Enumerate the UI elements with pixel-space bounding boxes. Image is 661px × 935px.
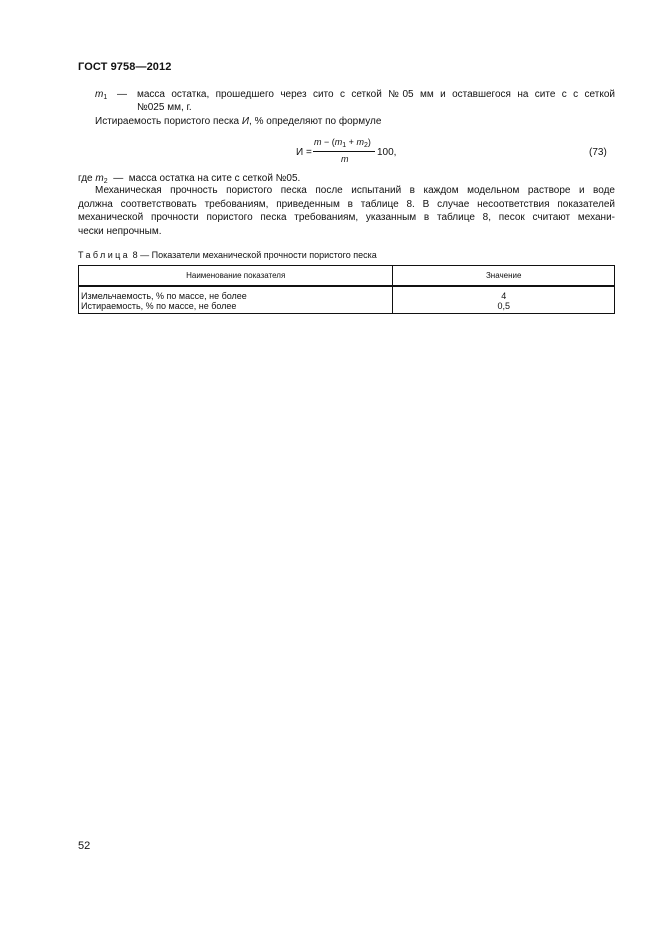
table-row xyxy=(79,286,615,314)
table-8 xyxy=(78,265,615,314)
definition-dash: — xyxy=(117,89,127,100)
column-header-name: Наименование показателя xyxy=(79,266,393,287)
formula-intro: Истираемость пористого песка И, % определяют по формуле xyxy=(95,116,382,127)
formula-73 xyxy=(296,137,416,167)
paragraph-line: должна соответствовать требованиям, приведенным в таблице 8. В случае несоответствия показателей xyxy=(78,198,615,210)
indicator-name: Истираемость, % по массе, не более xyxy=(81,301,237,311)
symbol-m1: $m_1$ xyxy=(95,89,108,101)
table-header-row xyxy=(79,266,615,287)
formula-lhs: И = xyxy=(296,147,312,158)
indicator-values-cell xyxy=(393,286,615,314)
paragraph-mechanical-strength xyxy=(78,184,615,238)
definition-m2: где $m_2$ — масса остатка на сите с сеткой №05. xyxy=(78,173,301,185)
column-header-value: Значение xyxy=(393,266,615,287)
equation-number: (73) xyxy=(589,147,607,158)
definition-m1-text-line2: №025 мм, г. xyxy=(137,102,192,113)
indicator-names-cell xyxy=(79,286,393,314)
document-header: ГОСТ 9758—2012 xyxy=(78,61,172,73)
formula-denominator: m xyxy=(341,154,349,164)
definition-m1-text-line1: масса остатка, прошедшего через сито с сеткой №05 мм и оставшегося на сите с с сеткой xyxy=(137,89,615,100)
indicator-name: Измельчаемость, % по массе, не более xyxy=(81,291,247,301)
paragraph-line: чески непрочным. xyxy=(78,225,162,237)
formula-numerator: $m - (m_1 + m_2)$ xyxy=(314,137,371,149)
paragraph-line: Механическая прочность пористого песка после испытаний в каждом модельном растворе и воде xyxy=(95,185,615,196)
indicator-value: 4 xyxy=(501,291,507,301)
page-number: 52 xyxy=(78,840,91,852)
indicator-value: 0,5 xyxy=(497,301,510,311)
fraction-bar xyxy=(313,151,375,152)
formula-multiplier: 100, xyxy=(377,147,397,158)
table-caption: Таблица 8 — Показатели механической прочности пористого песка xyxy=(78,250,377,260)
paragraph-line: механической прочности пористого песка требованиям, указанным в таблице 8, песок считают механи- xyxy=(78,212,615,223)
